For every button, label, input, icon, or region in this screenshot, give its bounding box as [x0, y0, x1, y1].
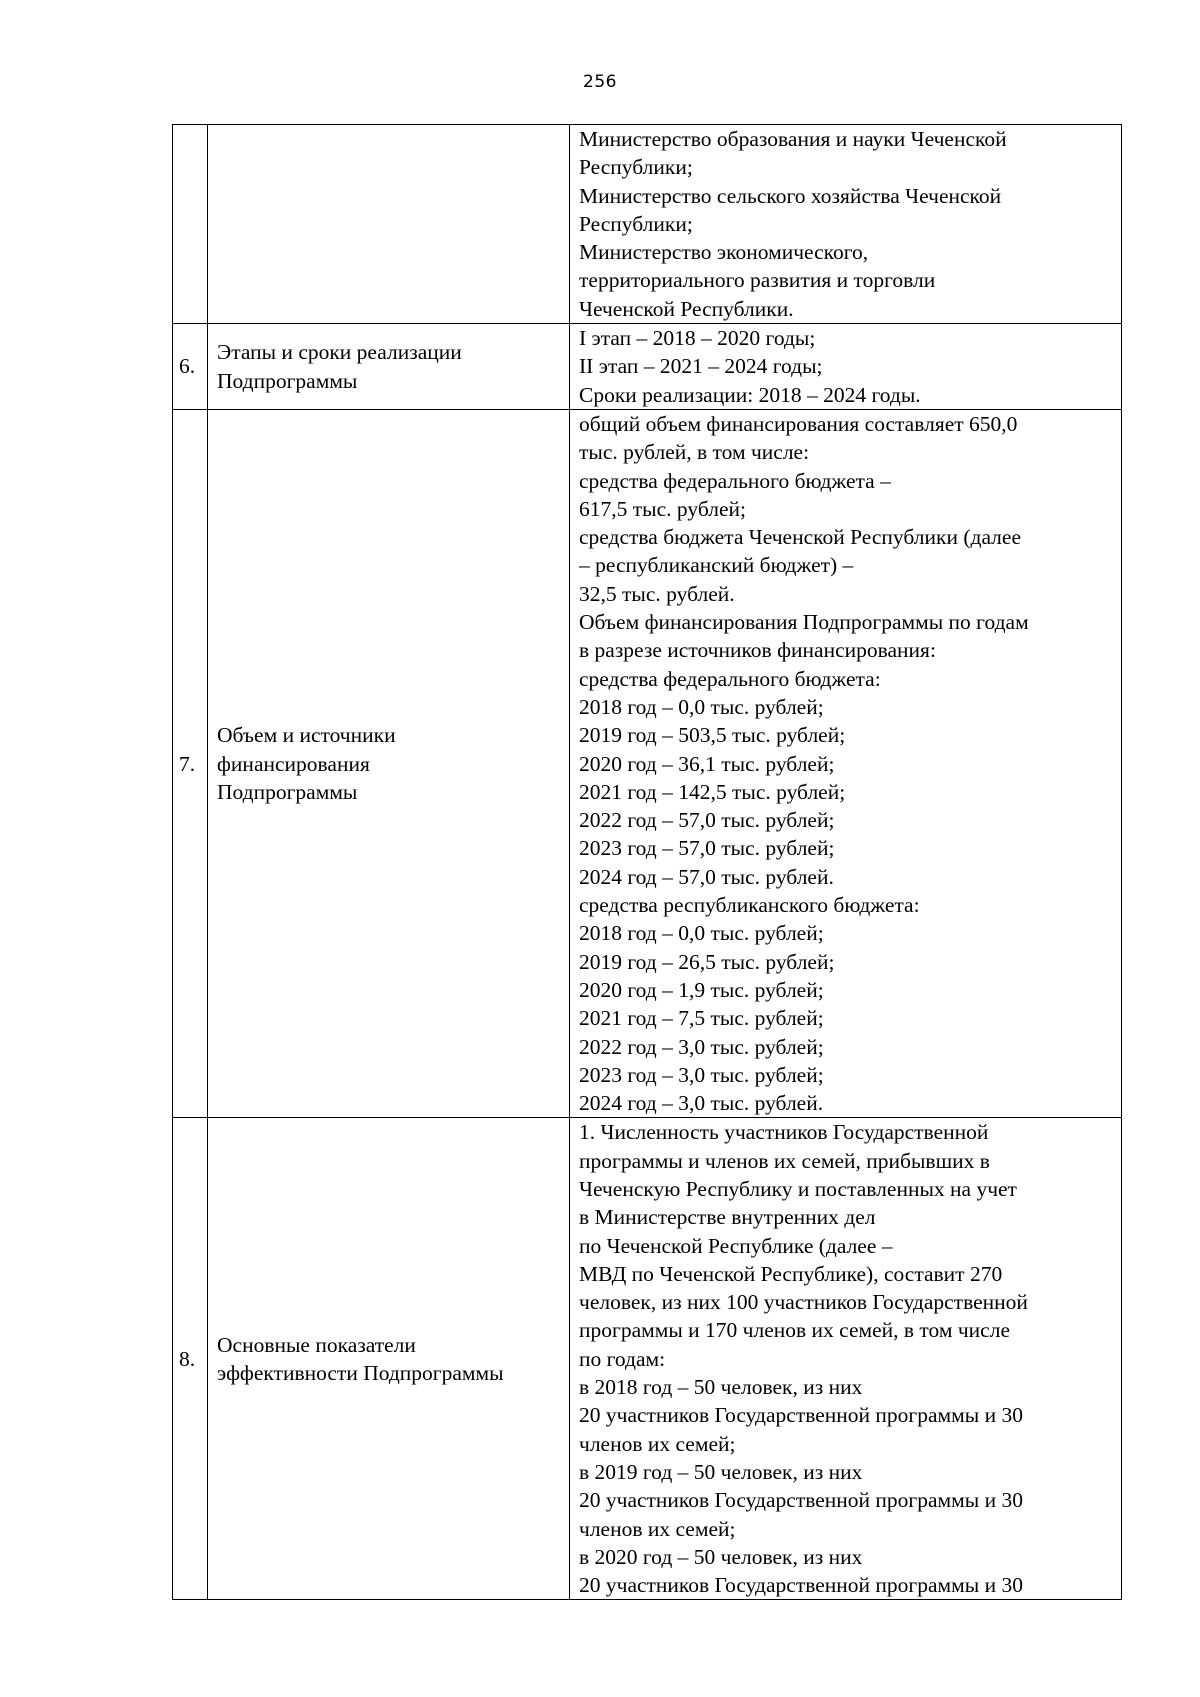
value-line: 2021 год – 142,5 тыс. рублей; — [579, 779, 846, 804]
value-line: программы и 170 членов их семей, в том числе — [579, 1318, 1010, 1343]
table-row — [173, 1118, 1122, 1600]
table-row — [173, 409, 1122, 1117]
value-line: программы и членов их семей, прибывших в — [579, 1148, 990, 1173]
name-line: финансирования — [217, 751, 370, 776]
value-line: по годам: — [579, 1346, 666, 1371]
value-line: средства федерального бюджета: — [579, 666, 881, 691]
name-line: Объем и источники — [217, 723, 396, 748]
value-line: 2024 год – 3,0 тыс. рублей. — [579, 1091, 824, 1116]
value-line: 32,5 тыс. рублей. — [579, 581, 735, 606]
name-line: Этапы и сроки реализации — [217, 340, 462, 365]
value-line: 2020 год – 1,9 тыс. рублей; — [579, 977, 824, 1002]
value-line: 617,5 тыс. рублей; — [579, 496, 746, 521]
row-number: 7. — [179, 751, 196, 776]
value-line: 20 участников Государственной программы и 30 — [579, 1573, 1023, 1598]
row-value-cell — [570, 409, 1122, 1117]
value-line: 2021 год – 7,5 тыс. рублей; — [579, 1006, 824, 1031]
value-line: I этап – 2018 – 2020 годы; — [579, 326, 816, 351]
value-line: 20 участников Государственной программы и 30 — [579, 1403, 1023, 1428]
row-number-cell — [173, 1118, 208, 1600]
value-line: в Министерстве внутренних дел — [579, 1205, 876, 1230]
value-line: 2022 год – 3,0 тыс. рублей; — [579, 1034, 824, 1059]
value-line: Министерство образования и науки Чеченской — [579, 127, 1007, 151]
value-line: средства республиканского бюджета: — [579, 893, 920, 918]
value-line: Объем финансирования Подпрограммы по годам — [579, 610, 1029, 635]
value-line: Сроки реализации: 2018 – 2024 годы. — [579, 382, 921, 407]
name-line: Подпрограммы — [217, 368, 358, 393]
value-line: общий объем финансирования составляет 650,0 — [579, 411, 1018, 436]
value-line: членов их семей; — [579, 1516, 736, 1541]
value-line: в разрезе источников финансирования: — [579, 638, 936, 663]
value-line: членов их семей; — [579, 1431, 736, 1456]
name-line: Основные показатели — [217, 1332, 416, 1357]
value-line: 2018 год – 0,0 тыс. рублей; — [579, 694, 824, 719]
page-number: 256 — [583, 72, 617, 92]
name-line: эффективности Подпрограммы — [217, 1360, 504, 1385]
row-value-cell — [570, 1118, 1122, 1600]
value-line: человек, из них 100 участников Государственной — [579, 1290, 1028, 1315]
table-row — [173, 125, 1122, 324]
row-name-cell — [208, 125, 570, 324]
value-line: Республики; — [579, 211, 693, 236]
row-value-cell — [570, 324, 1122, 410]
value-line: по Чеченской Республике (далее – — [579, 1233, 893, 1258]
name-line: Подпрограммы — [217, 779, 358, 804]
value-line: 2022 год – 57,0 тыс. рублей; — [579, 808, 835, 833]
value-line: Министерство экономического, — [579, 240, 869, 265]
value-line: Республики; — [579, 155, 693, 180]
value-line: 2024 год – 57,0 тыс. рублей. — [579, 864, 834, 889]
value-line: 2019 год – 503,5 тыс. рублей; — [579, 723, 846, 748]
value-line: 2023 год – 3,0 тыс. рублей; — [579, 1062, 824, 1087]
value-line: Чеченской Республики. — [579, 296, 794, 321]
value-line: средства федерального бюджета – — [579, 468, 891, 493]
row-number-cell — [173, 125, 208, 324]
value-line: II этап – 2021 – 2024 годы; — [579, 354, 823, 379]
row-name-cell — [208, 324, 570, 410]
value-line: 2020 год – 36,1 тыс. рублей; — [579, 751, 835, 776]
row-number: 6. — [179, 354, 196, 379]
row-number: 8. — [179, 1346, 196, 1371]
value-line: – республиканский бюджет) – — [579, 553, 854, 578]
value-line: в 2018 год – 50 человек, из них — [579, 1375, 863, 1400]
value-line: средства бюджета Чеченской Республики (далее — [579, 525, 1021, 550]
row-number-cell — [173, 324, 208, 410]
value-line: 2023 год – 57,0 тыс. рублей; — [579, 836, 835, 861]
value-line: тыс. рублей, в том числе: — [579, 440, 810, 465]
table-row — [173, 324, 1122, 410]
value-line: МВД по Чеченской Республике), составит 270 — [579, 1261, 1003, 1286]
value-line: 2018 год – 0,0 тыс. рублей; — [579, 921, 824, 946]
row-value-cell — [570, 125, 1122, 324]
value-line: 1. Численность участников Государственной — [579, 1120, 989, 1145]
value-line: Министерство сельского хозяйства Чеченской — [579, 183, 1002, 208]
value-line: в 2020 год – 50 человек, из них — [579, 1544, 863, 1569]
table-body — [173, 125, 1122, 1600]
value-line: Чеченскую Республику и поставленных на учет — [579, 1176, 1017, 1201]
subprogram-passport-table — [172, 124, 1122, 1600]
row-name-cell — [208, 409, 570, 1117]
value-line: территориального развития и торговли — [579, 268, 936, 293]
value-line: в 2019 год – 50 человек, из них — [579, 1459, 863, 1484]
value-line: 2019 год – 26,5 тыс. рублей; — [579, 949, 835, 974]
value-line: 20 участников Государственной программы и 30 — [579, 1488, 1023, 1513]
row-number-cell — [173, 409, 208, 1117]
row-name-cell — [208, 1118, 570, 1600]
